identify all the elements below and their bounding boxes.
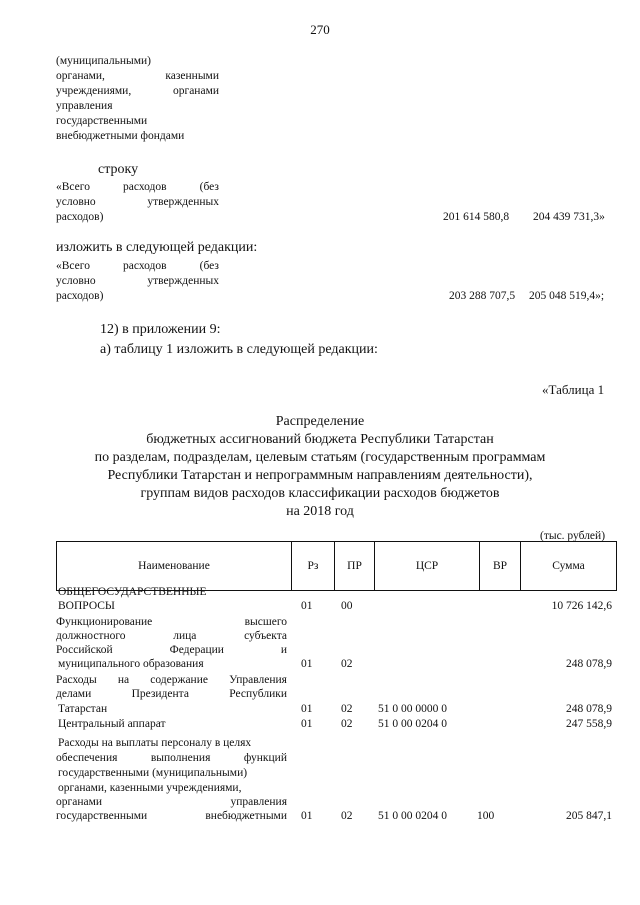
word: государственными bbox=[56, 810, 148, 822]
row3-pr: 02 bbox=[341, 703, 353, 715]
header-name: Наименование bbox=[57, 542, 292, 591]
row2-name-3 bbox=[56, 644, 287, 656]
word: и bbox=[280, 644, 287, 656]
row3-name-1 bbox=[56, 674, 287, 686]
word: условно bbox=[56, 196, 96, 208]
word: функций bbox=[243, 752, 287, 764]
header-csr: ЦСР bbox=[375, 542, 480, 591]
row5-name-5 bbox=[56, 796, 287, 808]
old-total-line-2 bbox=[56, 195, 219, 210]
word: органами, bbox=[56, 70, 105, 82]
row5-pr: 02 bbox=[341, 810, 353, 822]
row4-pr: 02 bbox=[341, 718, 353, 730]
title-line-3: по разделам, подразделам, целевым статьям (государственным программам bbox=[94, 450, 546, 465]
row5-sum: 205 847,1 bbox=[566, 810, 612, 822]
word: лица bbox=[173, 630, 197, 642]
word: «Всего bbox=[56, 181, 90, 193]
row2-rz: 01 bbox=[301, 658, 313, 670]
word: обеспечения bbox=[56, 752, 118, 764]
word: Российской bbox=[56, 644, 113, 656]
word: Федерации bbox=[169, 644, 224, 656]
row1-name-2: ВОПРОСЫ bbox=[58, 600, 115, 612]
title-line-1: Распределение bbox=[275, 414, 365, 429]
prev-row-text-6: внебюджетными фондами bbox=[56, 130, 185, 142]
budget-table-header bbox=[56, 541, 617, 591]
row1-pr: 00 bbox=[341, 600, 353, 612]
word: должностного bbox=[56, 630, 126, 642]
word: выполнения bbox=[150, 752, 211, 764]
row1-name-1: ОБЩЕГОСУДАРСТВЕННЫЕ bbox=[58, 586, 207, 598]
page-number: 270 bbox=[310, 22, 330, 37]
word: внебюджетными bbox=[205, 810, 287, 822]
row3-name-2 bbox=[56, 688, 287, 700]
row5-name-1: Расходы на выплаты персоналу в целях bbox=[58, 737, 252, 749]
row5-name-2 bbox=[56, 752, 287, 764]
word: субъекта bbox=[244, 630, 287, 642]
new-total-value-2018: 205 048 519,4»; bbox=[529, 290, 605, 302]
row1-sum: 10 726 142,6 bbox=[551, 600, 612, 612]
new-total-line-1 bbox=[56, 259, 219, 274]
header-rz: Рз bbox=[292, 542, 335, 591]
row5-rz: 01 bbox=[301, 810, 313, 822]
title-line-6: на 2018 год bbox=[286, 504, 354, 519]
word: органами bbox=[56, 796, 103, 808]
row5-vr: 100 bbox=[477, 810, 495, 822]
word: расходов bbox=[123, 260, 167, 272]
word: расходов bbox=[123, 181, 167, 193]
old-total-line-1 bbox=[56, 180, 219, 195]
stroku-label: строку bbox=[98, 162, 139, 177]
row5-name-4: органами, казенными учреждениями, bbox=[58, 782, 242, 794]
table-reference: «Таблица 1 bbox=[542, 382, 605, 397]
row2-name-2 bbox=[56, 630, 287, 642]
word: содержание bbox=[150, 674, 208, 686]
row3-csr: 51 0 00 0000 0 bbox=[378, 703, 447, 715]
word: делами bbox=[56, 688, 92, 700]
word: Расходы bbox=[56, 674, 97, 686]
prev-row-text-2 bbox=[56, 69, 219, 84]
row4-csr: 51 0 00 0204 0 bbox=[378, 718, 447, 730]
word: на bbox=[117, 674, 130, 686]
new-total-value-2017: 203 288 707,5 bbox=[449, 290, 516, 302]
new-total-line-2 bbox=[56, 274, 219, 289]
item-a: а) таблицу 1 изложить в следующей редакции: bbox=[100, 342, 378, 357]
word: казенными bbox=[165, 70, 219, 82]
word: Президента bbox=[131, 688, 189, 700]
header-sum: Сумма bbox=[521, 542, 617, 591]
row4-name-1: Центральный аппарат bbox=[58, 718, 166, 730]
units-label: (тыс. рублей) bbox=[540, 530, 606, 542]
word: управления bbox=[230, 796, 287, 808]
word: учреждениями, bbox=[56, 85, 132, 97]
title-line-4: Республики Татарстан и непрограммным направлениям деятельности), bbox=[107, 468, 533, 483]
old-total-value-2018: 204 439 731,3» bbox=[533, 211, 605, 223]
word: Республики bbox=[229, 688, 287, 700]
old-total-line-3: расходов) bbox=[56, 211, 104, 223]
row3-sum: 248 078,9 bbox=[566, 703, 612, 715]
row4-sum: 247 558,9 bbox=[566, 718, 612, 730]
header-vr: ВР bbox=[480, 542, 521, 591]
row1-rz: 01 bbox=[301, 600, 313, 612]
word: Функционирование bbox=[56, 616, 153, 628]
row4-rz: 01 bbox=[301, 718, 313, 730]
word: «Всего bbox=[56, 260, 90, 272]
item-12: 12) в приложении 9: bbox=[100, 322, 221, 337]
prev-row-text-1: (муниципальными) bbox=[56, 55, 151, 67]
row3-rz: 01 bbox=[301, 703, 313, 715]
izlozhit-label: изложить в следующей редакции: bbox=[56, 240, 258, 255]
header-pr: ПР bbox=[335, 542, 375, 591]
old-total-value-2017: 201 614 580,8 bbox=[443, 211, 510, 223]
row5-csr: 51 0 00 0204 0 bbox=[378, 810, 447, 822]
row2-pr: 02 bbox=[341, 658, 353, 670]
row2-sum: 248 078,9 bbox=[566, 658, 612, 670]
title-line-2: бюджетных ассигнований бюджета Республики Татарстан bbox=[146, 432, 494, 447]
word: условно bbox=[56, 275, 96, 287]
word: высшего bbox=[244, 616, 287, 628]
row5-name-6 bbox=[56, 810, 287, 822]
row2-name-1 bbox=[56, 616, 287, 628]
row5-name-3: государственными (муниципальными) bbox=[58, 767, 248, 779]
word: (без bbox=[199, 181, 219, 193]
prev-row-text-4: управления bbox=[56, 100, 113, 112]
new-total-line-3: расходов) bbox=[56, 290, 104, 302]
prev-row-text-3 bbox=[56, 84, 219, 99]
title-line-5: группам видов расходов классификации расходов бюджетов bbox=[140, 486, 500, 501]
row3-name-3: Татарстан bbox=[58, 703, 108, 715]
word: Управления bbox=[229, 674, 287, 686]
word: органами bbox=[172, 85, 219, 97]
word: утвержденных bbox=[147, 196, 219, 208]
prev-row-text-5: государственными bbox=[56, 115, 148, 127]
word: утвержденных bbox=[147, 275, 219, 287]
word: (без bbox=[199, 260, 219, 272]
row2-name-4: муниципального образования bbox=[58, 658, 204, 670]
